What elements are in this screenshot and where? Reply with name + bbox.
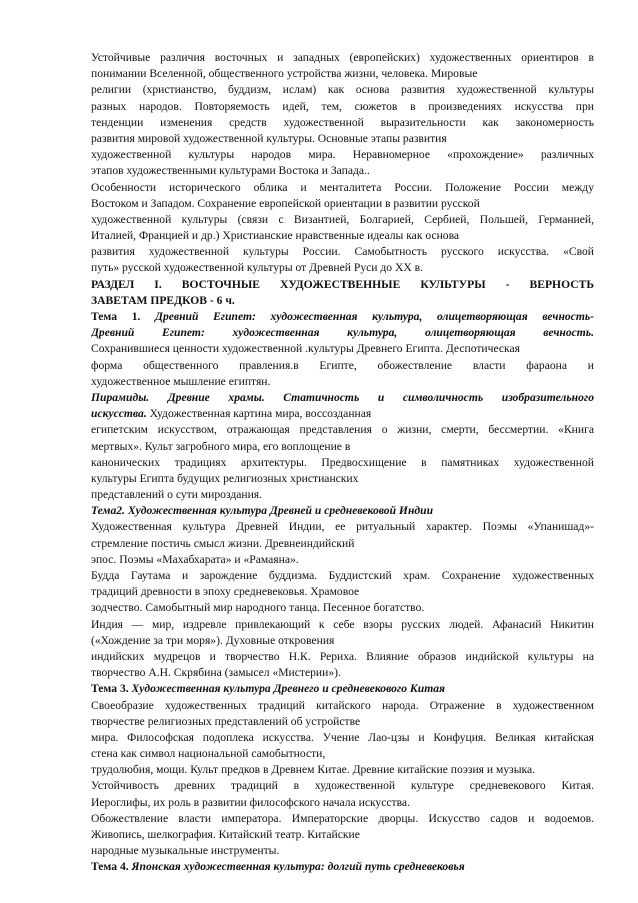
text-line: религии (христианство, буддизм, ислам) как основа развития художественной культуры [91,83,594,97]
text-line [91,309,594,325]
text-line: трудолюбия, мощи. Культ предков в Древнем Китае. Древние китайские поэзия и музыка. [91,763,536,777]
text-line [91,681,594,697]
text-line: понимании Вселенной, общественного устройства жизни, человека. Мировые [91,67,478,81]
text-run: искусства. [91,407,147,421]
text-run: Древний Египет: художественная культура, олицетворяющая вечность- [155,310,594,323]
text-line [91,325,594,341]
text-line: художественной культуры народов мира. Неравномерное «прохождение» различных [91,148,594,162]
text-line: ЗАВЕТАМ ПРЕДКОВ - 6 ч. [91,293,235,307]
text-line [91,406,594,422]
text-line: форма общественного правления.в Египте, обожествление власти фараона и [91,358,594,372]
text-line: зодчество. Самобытный мир народного танца. Песенное богатство. [91,601,425,615]
text-line: Особенности исторического облика и менталитета России. Положение России между [91,180,594,194]
text-line: мира. Философская подоплека искусства. Учение Лао-цзы и Конфуция. Великая китайская [91,730,594,744]
text-run: Древний Египет: художественная культура, олицетворяющая вечность. [91,326,594,340]
text-line: Живопись, шелкография. Китайский театр. Китайские [91,828,360,841]
text-line: Сохранившиеся ценности художественной .культуры Древнего Египта. Деспотическая [91,342,520,356]
text-line: египетским искусством, отражающая представления о жизни, смерти, бессмертии. «Книга [91,423,594,437]
text-line: Обожествление власти императора. Императорские дворцы. Искусство садов и водоемов. [91,811,594,825]
text-run: Тема 4. [91,860,132,874]
text-line: культуры Египта будущих религиозных христианских [91,471,359,485]
text-run: Тема2. Художественная культура Древней и средневековой Индии [91,504,434,518]
text-line: («Хождение за три моря»). Духовные откровения [91,633,335,647]
text-line: Иероглифы, их роль в развитии философского начала искусства. [91,795,410,809]
text-run: Японская художественная культура: долгий путь средневековья [131,860,465,874]
text-line: эпос. Поэмы «Махабхарата» и «Рамаяна». [91,552,299,566]
text-line: мертвых». Культ загробного мира, его воплощение в [91,439,351,453]
text-line: путь» русской художественной культуры от Древней Руси до XX в. [91,261,423,275]
text-line: художественное мышление египтян. [91,374,271,388]
text-line: стена как символ национальной самобытности, [91,747,326,761]
text-line: канонических традициях архитектуры. Предвосхищение в памятниках художественной [91,455,594,469]
document-page [91,50,594,876]
text-line: Своеобразие художественных традиций китайского народа. Отражение в художественном [91,698,594,712]
text-run: Художественная картина мира, воссозданная [146,407,372,421]
text-line: стремление постичь смысл жизни. Древнеиндийский [91,536,355,550]
text-line: индийских мудрецов и творчество Н.К. Рериха. Влияние образов индийской культуры на [91,649,594,663]
text-line: Италией, Францией и др.) Христианские нравственные идеалы как основа [91,229,460,243]
text-run: Тема 1. [91,310,156,323]
text-line: представлений о сути мироздания. [91,488,263,502]
text-line: народные музыкальные инструменты. [91,844,280,858]
text-line: Устойчивые различия восточных и западных (европейских) художественных ориентиров в [91,51,594,64]
text-line: разных народов. Повторяемость идей, тем, сюжетов в произведениях искусства при [91,99,594,113]
text-line: традиций древности в эпоху средневековья. Храмовое [91,585,360,599]
text-line [91,859,594,875]
text-line: художественной культуры (связи с Византией, Болгарией, Сербией, Польшей, Германией, [91,212,594,226]
text-line: Будда Гаутама и зарождение буддизма. Буддистский храм. Сохранение художественных [91,569,594,582]
text-line [91,503,594,519]
text-line: тенденции изменения средств художественной выразительности как закономерность [91,115,594,129]
text-line: Художественная культура Древней Индии, ее ритуальный характер. Поэмы «Упанишад»- [91,520,594,534]
text-run: Художественная культура Древнего и средневекового Китая [131,682,445,696]
text-line: развития мировой художественной культуры. Основные этапы развития [91,131,447,145]
text-line: Востоком и Западом. Сохранение европейской ориентации в развитии русской [91,196,480,210]
text-line: Устойчивость древних традиций в художественной культуре средневекового Китая. [91,779,594,793]
text-line [91,390,594,406]
text-line: творчество А.Н. Скрябина (замысел «Мистерии»). [91,666,341,680]
text-line: РАЗДЕЛ I. ВОСТОЧНЫЕ ХУДОЖЕСТВЕННЫЕ КУЛЬТУРЫ - ВЕРНОСТЬ [91,277,594,291]
text-line: творчестве религиозных представлений об устройстве [91,714,361,728]
text-run: Пирамиды. Древние храмы. Статичность и символичность изобразительного [91,390,594,404]
text-line: этапов художественными культурами Востока и Запада.. [91,164,370,178]
text-line: развития художественной культуры России. Самобытность русского искусства. «Свой [91,245,594,259]
text-line: Индия — мир, издревле привлекающий к себе взоры русских людей. Афанасий Никитин [91,617,594,631]
text-run: Тема 3. [91,682,132,696]
